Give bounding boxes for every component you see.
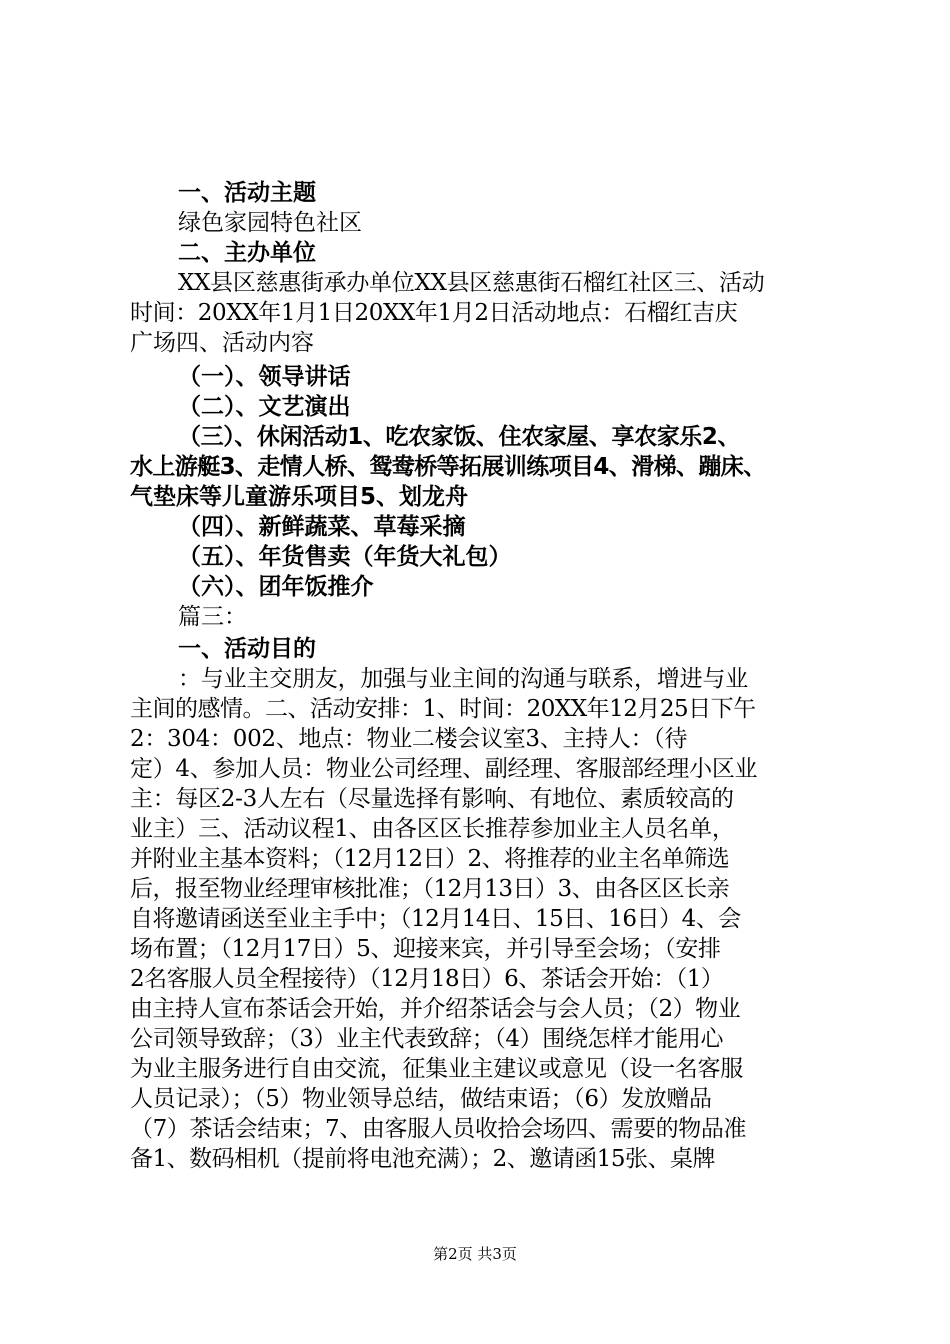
paragraph-line-bold: 水上游艇3、走情人桥、鸳鸯桥等拓展训练项目4、滑梯、蹦床、: [130, 454, 766, 480]
subheading-item-4: （四）、新鲜蔬菜、草莓采摘: [178, 514, 466, 540]
paragraph-line-bold: 气垫床等儿童游乐项目5、划龙舟: [130, 484, 469, 510]
subheading-item-2: （二）、文艺演出: [178, 394, 351, 420]
subheading-item-5: （五）、年货售卖（年货大礼包）: [178, 544, 512, 570]
paragraph-line: 公司领导致辞；（3）业主代表致辞；（4）围绕怎样才能用心: [130, 1026, 724, 1052]
paragraph-line: 2名客服人员全程接待）（12月18日）6、茶话会开始：（1）: [130, 966, 724, 992]
section-label: 篇三：: [178, 604, 247, 630]
heading-organizer: 二、主办单位: [178, 240, 316, 266]
paragraph-line: 并附业主基本资料；（12月12日）2、将推荐的业主名单筛选: [130, 846, 730, 872]
paragraph-line: 人员记录）；（5）物业领导总结，做结束语；（6）发放赠品: [130, 1086, 712, 1112]
subheading-item-6: （六）、团年饭推介: [178, 574, 374, 600]
paragraph-line: XX县区慈惠街承办单位XX县区慈惠街石榴红社区三、活动: [178, 270, 765, 296]
subheading-item-1: （一）、领导讲话: [178, 364, 351, 390]
subheading-item-3: （三）、休闲活动1、吃农家饭、住农家屋、享农家乐2、: [178, 424, 741, 450]
paragraph-line: 为业主服务进行自由交流，征集业主建议或意见（设一名客服: [130, 1056, 743, 1082]
paragraph-line: 广场四、活动内容: [130, 330, 314, 356]
paragraph-line: 时间：20XX年1月1日20XX年1月2日活动地点：石榴红吉庆: [130, 300, 738, 326]
paragraph-line: 业主）三、活动议程1、由各区区长推荐参加业主人员名单，: [130, 816, 735, 842]
heading-activity-purpose: 一、活动目的: [178, 636, 316, 662]
paragraph-line: 绿色家园特色社区: [178, 210, 362, 236]
paragraph-line: 主间的感情。二、活动安排：1、时间：20XX年12月25日下午: [130, 696, 756, 722]
heading-activity-theme: 一、活动主题: [178, 180, 316, 206]
paragraph-line: ：与业主交朋友，加强与业主间的沟通与联系，增进与业: [178, 666, 749, 692]
paragraph-line: 定）4、参加人员：物业公司经理、副经理、客服部经理小区业: [130, 756, 758, 782]
paragraph-line: 2：304：002、地点：物业二楼会议室3、主持人：（待: [130, 726, 688, 752]
paragraph-line: （7）茶话会结束；7、由客服人员收拾会场四、需要的物品准: [130, 1116, 747, 1142]
page-footer: 第2页 共3页: [433, 1245, 517, 1263]
paragraph-line: 后，报至物业经理审核批准；（12月13日）3、由各区区长亲: [130, 876, 730, 902]
paragraph-line: 主：每区2-3人左右（尽量选择有影响、有地位、素质较高的: [130, 786, 734, 812]
paragraph-line: 备1、数码相机（提前将电池充满）；2、邀请函15张、桌牌: [130, 1146, 716, 1172]
paragraph-line: 由主持人宣布茶话会开始，并介绍茶话会与会人员；（2）物业: [130, 996, 741, 1022]
paragraph-line: 场布置；（12月17日）5、迎接来宾，并引导至会场；（安排: [130, 936, 721, 962]
paragraph-line: 自将邀请函送至业主手中；（12月14日、15日、16日）4、会: [130, 906, 741, 932]
